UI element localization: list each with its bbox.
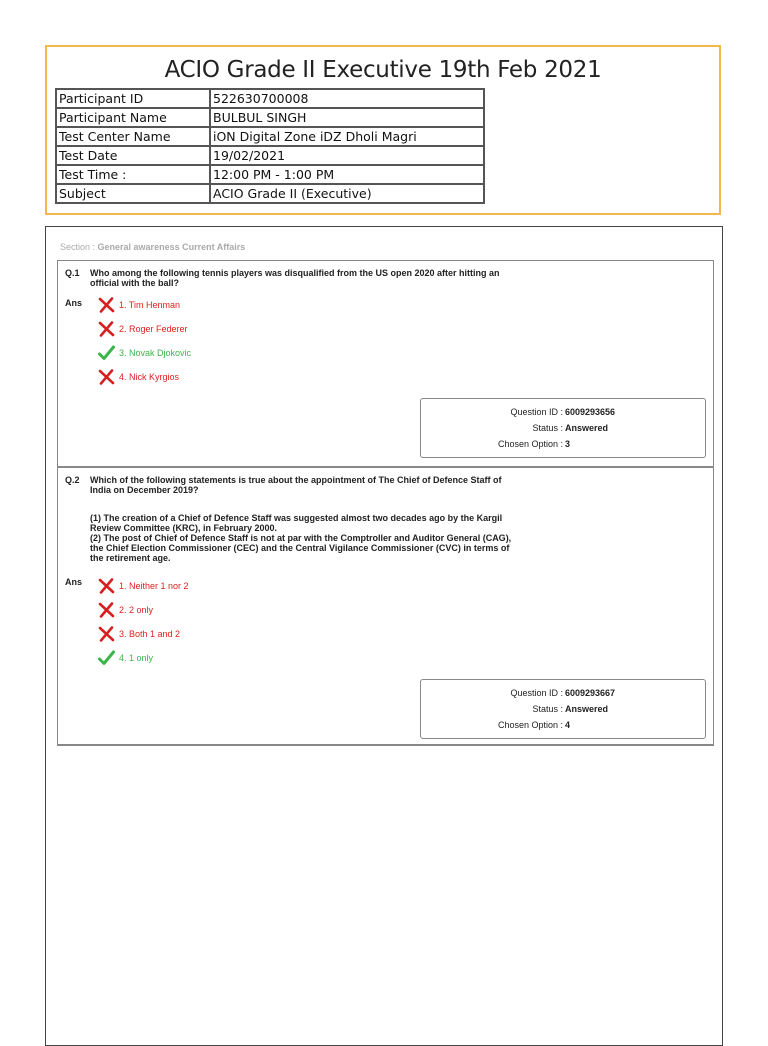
question-text: Who among the following tennis players was disqualified from the US open 2020 after hitting an official with the ball?	[90, 268, 500, 288]
checkmark-icon	[98, 345, 115, 361]
chosen-option-value: 3	[565, 439, 571, 449]
option-label: 4. 1 only	[119, 653, 154, 663]
option-3	[98, 626, 180, 642]
table-row	[56, 165, 484, 184]
header-panel	[45, 45, 721, 215]
cross-icon	[98, 297, 115, 313]
option-2	[98, 602, 153, 618]
test-date-value: 19/02/2021	[210, 146, 484, 165]
option-label: 2. 2 only	[119, 605, 154, 615]
option-label: 1. Neither 1 nor 2	[119, 581, 189, 591]
option-4	[98, 369, 179, 385]
question-text: Which of the following statements is true about the appointment of The Chief of Defence Staff of India on December 2019?	[90, 475, 502, 495]
table-row	[56, 184, 484, 203]
participant-id-label: Participant ID	[56, 89, 210, 108]
status-label: Status :	[532, 423, 563, 433]
question-id-label: Question ID :	[510, 688, 563, 698]
question-id-row	[419, 407, 705, 421]
subject-label: Subject	[56, 184, 210, 203]
answer-label: Ans	[65, 577, 83, 587]
option-label: 2. Roger Federer	[119, 324, 188, 334]
test-date-label: Test Date	[56, 146, 210, 165]
question-info-card	[420, 679, 706, 739]
option-4	[98, 650, 153, 666]
cross-icon	[98, 369, 115, 385]
table-row	[56, 89, 484, 108]
test-center-label: Test Center Name	[56, 127, 210, 146]
section-prefix: Section :	[60, 242, 98, 252]
question-card	[57, 260, 714, 468]
cross-icon	[98, 602, 115, 618]
answer-label: Ans	[65, 298, 83, 308]
table-row	[56, 108, 484, 127]
option-1	[98, 578, 189, 594]
cross-icon	[98, 626, 115, 642]
option-label: 3. Both 1 and 2	[119, 629, 181, 639]
chosen-option-label: Chosen Option :	[497, 439, 563, 449]
test-time-label: Test Time :	[56, 165, 210, 184]
chosen-option-value: 4	[565, 720, 571, 730]
question-id-value: 6009293667	[565, 688, 616, 698]
option-label: 3. Novak Djokovic	[119, 348, 192, 358]
participant-name-value: BULBUL SINGH	[210, 108, 484, 127]
status-label: Status :	[532, 704, 563, 714]
question-info-card	[420, 398, 706, 458]
statement-2: (2) The post of Chief of Defence Staff is not at par with the Comptroller and Auditor General (CAG), the Chief Election Commissioner (CEC) and the Central Vigilance Commissioner (CVC) in terms of the retirement age.	[90, 533, 512, 563]
option-label: 4. Nick Kyrgios	[119, 372, 180, 382]
table-row	[56, 127, 484, 146]
question-number: Q.1	[65, 268, 80, 278]
status-row	[419, 704, 705, 718]
status-value: Answered	[565, 423, 609, 433]
statement-1: (1) The creation of a Chief of Defence Staff was suggested almost two decades ago by the Kargil Review Committee (KRC), in February 2000.	[90, 513, 503, 533]
participant-info-table	[55, 88, 485, 204]
status-row	[419, 423, 705, 437]
section-panel	[45, 226, 723, 1046]
option-2	[98, 321, 188, 337]
question-id-value: 6009293656	[565, 407, 616, 417]
subject-value: ACIO Grade II (Executive)	[210, 184, 484, 203]
participant-id-value: 522630700008	[210, 89, 484, 108]
option-label: 1. Tim Henman	[119, 300, 181, 310]
option-1	[98, 297, 180, 313]
test-center-value: iON Digital Zone iDZ Dholi Magri	[210, 127, 484, 146]
section-name: General awareness Current Affairs	[97, 242, 246, 252]
page-title: ACIO Grade II Executive 19th Feb 2021	[164, 57, 602, 83]
status-value: Answered	[565, 704, 609, 714]
section-label	[60, 242, 245, 252]
question-card	[57, 467, 714, 746]
chosen-option-row	[419, 439, 705, 453]
participant-name-label: Participant Name	[56, 108, 210, 127]
test-time-value: 12:00 PM - 1:00 PM	[210, 165, 484, 184]
table-row	[56, 146, 484, 165]
question-number: Q.2	[65, 475, 80, 485]
option-3	[98, 345, 191, 361]
question-id-row	[419, 688, 705, 702]
chosen-option-row	[419, 720, 705, 734]
question-id-label: Question ID :	[510, 407, 563, 417]
cross-icon	[98, 321, 115, 337]
checkmark-icon	[98, 650, 115, 666]
cross-icon	[98, 578, 115, 594]
chosen-option-label: Chosen Option :	[497, 720, 563, 730]
